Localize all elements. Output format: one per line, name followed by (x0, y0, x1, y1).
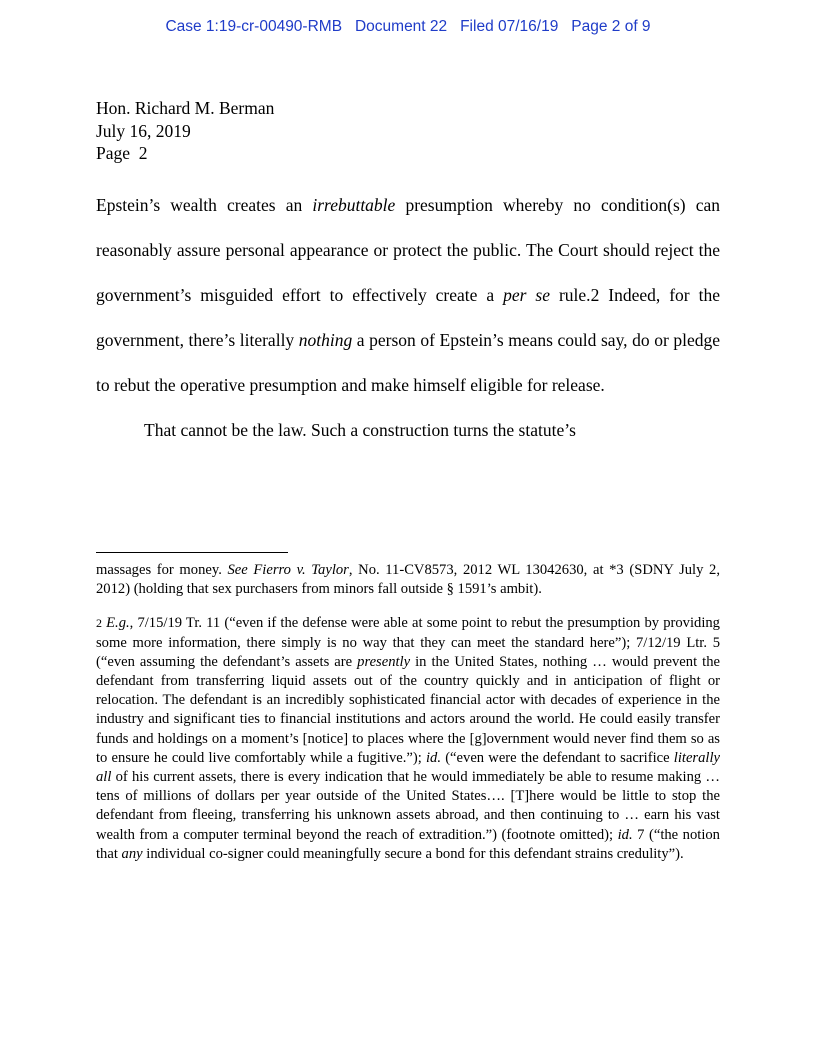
document-number: Document 22 (354, 18, 448, 35)
filed-date: Filed 07/16/19 (460, 18, 559, 35)
footnote-text-run: of his current assets, there is every indication that he would immediately be able to resume making … tens of millions of dollars per year outside of the United States…. [T]here would be little to stop the defendant from fleeing, transferring his unknown assets abroad, and then continuing to … earn his vast wealth from a computer terminal beyond the reach of extradition.”) (footnote omitted); (96, 769, 720, 843)
page-count: Page 2 of 9 (571, 18, 651, 35)
body-emphasis: per se (503, 285, 550, 305)
letter-body (96, 183, 720, 453)
footnotes (96, 561, 720, 864)
footnote-emphasis: E.g. (106, 615, 130, 632)
footnote-2 (96, 614, 720, 864)
body-paragraph (96, 183, 720, 408)
footnote-emphasis: presently (357, 653, 411, 670)
footnote-text-run: massages for money. (96, 562, 228, 578)
footnote-emphasis: See Fierro v. Taylor (227, 562, 349, 578)
footnote-text-run: 7 (“the notion that (96, 826, 720, 862)
letter-page-number: Page 2 (96, 143, 148, 163)
footnote-text-run: , No. 11-CV8573, 2012 WL 13042630, at *3 (SDNY July 2, 2012) (holding that sex purchasers from minors fall outside § 1591’s ambit). (96, 562, 720, 598)
footnote-text-run: (“even were the defendant to sacrifice (441, 749, 674, 766)
ecf-filing-header (0, 17, 816, 37)
letter-date: July 16, 2019 (96, 120, 191, 141)
footnote-reference: 2 (590, 285, 600, 305)
footnote-emphasis: id. (617, 826, 633, 843)
footnote-emphasis: id. (426, 749, 441, 766)
body-text-run: Indeed, for the government, there’s literally (96, 285, 720, 350)
footnote-emphasis: any (121, 845, 143, 862)
body-emphasis: irrebuttable (312, 195, 396, 215)
footnote-text-run: individual co-signer could meaningfully secure a bond for this defendant strains credulity”). (142, 845, 684, 862)
body-text-run: presumption whereby no condition(s) can reasonably assure personal appearance or protect the public. The Court should reject the government’s misguided effort to effectively create a (96, 195, 720, 305)
footnote-text-run: in the United States, nothing … would prevent the defendant from transferring liquid assets out of the country quickly and in anticipation of flight or relocation. The defendant is an incredibly sophisticated financial actor with decades of experience in the industry and significant ties to financial institutions and actors around the world. He could easily transfer funds and holdings on a moment’s [notice] to places where the [g]overnment would never find them so as to ensure he could live comfortably while a fugitive.”); (96, 653, 720, 766)
addressee: Hon. Richard M. Berman (96, 98, 275, 118)
body-text-run: rule. (550, 285, 591, 305)
letter-heading (96, 97, 274, 165)
body-emphasis: nothing (298, 330, 353, 350)
footnote-emphasis: literally all (96, 749, 720, 786)
footnote-text-run: , 7/15/19 Tr. 11 (“even if the defense were able at some point to rebut the presumption by providing some more information, there simply is no way that they can meet the standard here”); 7/12/19 Ltr. 5 (“even assuming the defendant’s assets are (96, 615, 720, 670)
body-paragraph: That cannot be the law. Such a construction turns the statute’s (144, 420, 576, 440)
footnote-continuation (96, 561, 720, 599)
footnote-number: 2 (96, 616, 102, 631)
body-text-run: Epstein’s wealth creates an (96, 195, 313, 215)
case-number: Case 1:19-cr-00490-RMB (165, 18, 343, 35)
body-text-run: a person of Epstein’s means could say, do or pledge to rebut the operative presumption and make himself eligible for release. (96, 330, 720, 395)
footnote-divider (96, 552, 288, 553)
